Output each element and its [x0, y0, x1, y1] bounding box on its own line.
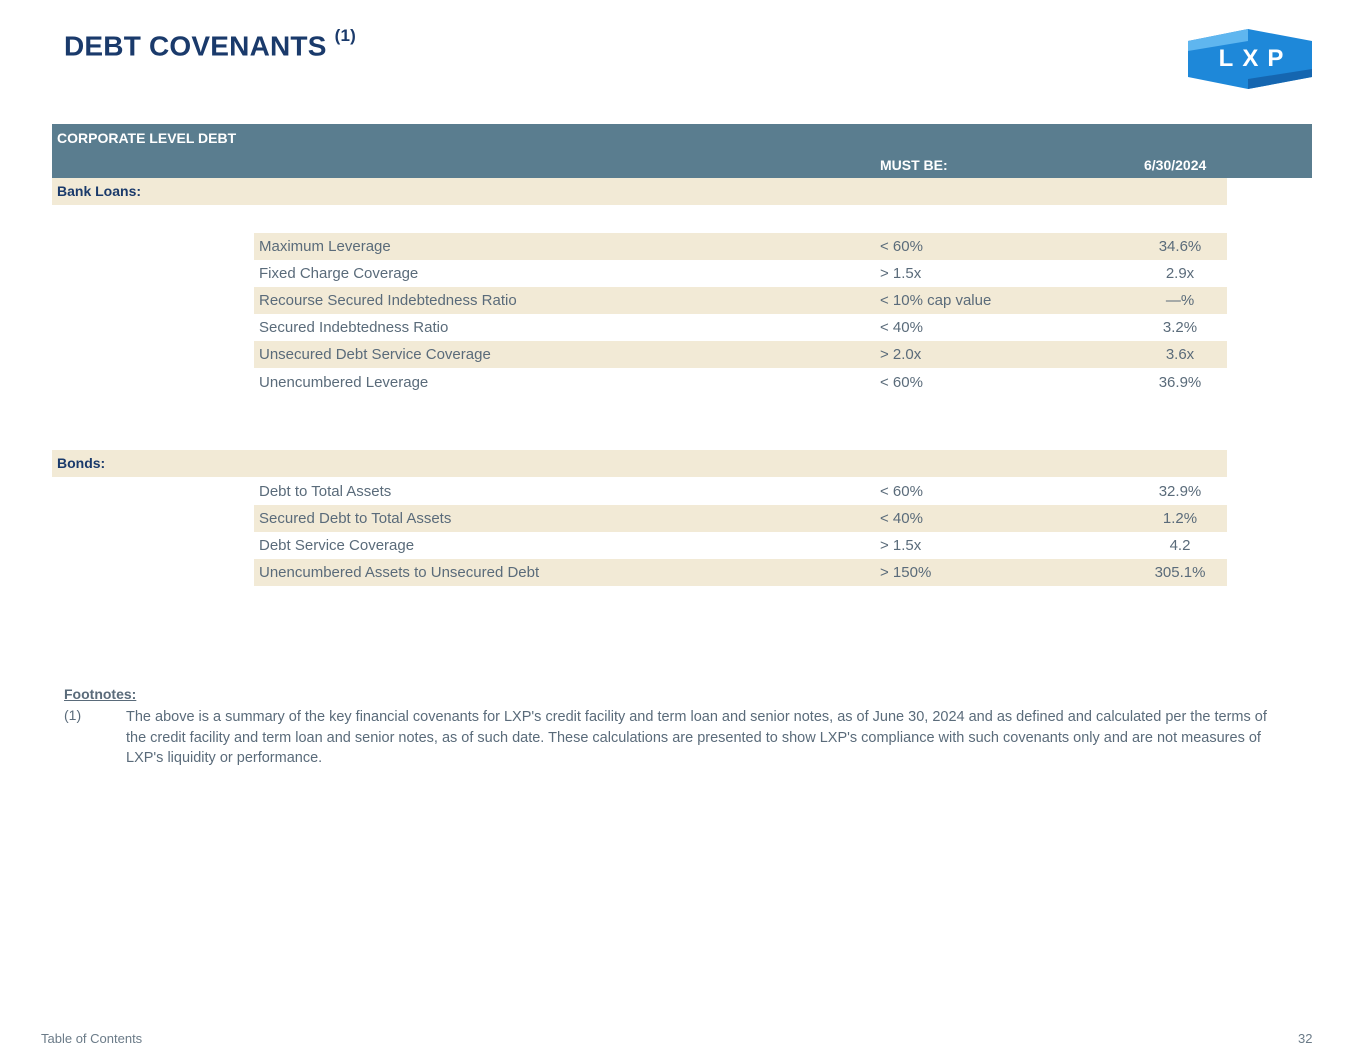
- table-row: [254, 369, 1227, 396]
- covenant-name: Unencumbered Assets to Unsecured Debt: [259, 564, 540, 581]
- section-bonds: [52, 450, 1227, 477]
- covenant-requirement: > 1.5x: [880, 537, 922, 554]
- table-row: [254, 314, 1227, 341]
- covenant-name: Fixed Charge Coverage: [259, 265, 419, 282]
- table-header: [52, 124, 1312, 178]
- table-row: [254, 233, 1227, 260]
- lxp-logo: [1188, 29, 1314, 89]
- covenant-requirement: < 40%: [880, 319, 923, 336]
- covenant-name: Maximum Leverage: [259, 238, 391, 255]
- footnote-text: The above is a summary of the key financial covenants for LXP's credit facility and term loan and senior notes, as of June 30, 2024 and as defined and calculated per the terms of the credit facility and term loan and senior notes, as of such date. These calculations are presented to show LXP's compliance with such covenants only and are not measures of LXP's liquidity or performance.: [126, 709, 1267, 766]
- section-label: Bank Loans:: [57, 183, 142, 199]
- table-section-title: CORPORATE LEVEL DEBT: [57, 130, 237, 146]
- covenant-value: 2.9x: [1165, 265, 1195, 282]
- table-row: [254, 532, 1227, 559]
- covenant-requirement: < 40%: [880, 510, 923, 527]
- table-row: [254, 505, 1227, 532]
- page-title: [64, 26, 356, 62]
- table-row: [254, 559, 1227, 586]
- covenant-requirement: < 60%: [880, 374, 923, 391]
- covenant-name: Debt to Total Assets: [259, 483, 392, 500]
- covenant-name: Unsecured Debt Service Coverage: [259, 346, 491, 363]
- covenant-value: 305.1%: [1154, 564, 1206, 581]
- covenant-name: Secured Indebtedness Ratio: [259, 319, 449, 336]
- section-label: Bonds:: [57, 455, 106, 471]
- covenant-requirement: > 1.5x: [880, 265, 922, 282]
- covenant-requirement: < 10% cap value: [880, 292, 992, 309]
- covenant-value: 3.6x: [1165, 346, 1195, 363]
- covenant-value: 1.2%: [1162, 510, 1198, 527]
- covenant-name: Recourse Secured Indebtedness Ratio: [259, 292, 517, 309]
- table-row: [254, 341, 1227, 368]
- footnote-number: (1): [64, 707, 82, 723]
- covenant-value: 34.6%: [1158, 238, 1202, 255]
- covenant-value: 4.2: [1169, 537, 1191, 554]
- logo-text: LXP: [1218, 45, 1293, 72]
- column-header-date: 6/30/2024: [1144, 157, 1207, 173]
- table-row: [254, 478, 1227, 505]
- section-bank-loans: [52, 178, 1227, 205]
- covenant-value: —%: [1165, 292, 1195, 309]
- table-of-contents-link[interactable]: Table of Contents: [41, 1031, 143, 1046]
- covenant-requirement: > 2.0x: [880, 346, 922, 363]
- covenant-requirement: < 60%: [880, 483, 923, 500]
- column-header-must-be: MUST BE:: [880, 157, 948, 173]
- covenant-name: Debt Service Coverage: [259, 537, 415, 554]
- page-title-text: DEBT COVENANTS: [64, 30, 327, 62]
- covenant-requirement: > 150%: [880, 564, 932, 581]
- covenant-name: Secured Debt to Total Assets: [259, 510, 452, 527]
- footnotes-heading: Footnotes:: [64, 686, 137, 702]
- table-row: [254, 287, 1227, 314]
- covenant-requirement: < 60%: [880, 238, 923, 255]
- covenant-value: 36.9%: [1158, 374, 1202, 391]
- covenant-value: 3.2%: [1162, 319, 1198, 336]
- title-footnote-ref: (1): [334, 26, 356, 45]
- page-number: 32: [1298, 1031, 1313, 1046]
- covenant-name: Unencumbered Leverage: [259, 374, 429, 391]
- table-row: [254, 260, 1227, 287]
- covenant-value: 32.9%: [1158, 483, 1202, 500]
